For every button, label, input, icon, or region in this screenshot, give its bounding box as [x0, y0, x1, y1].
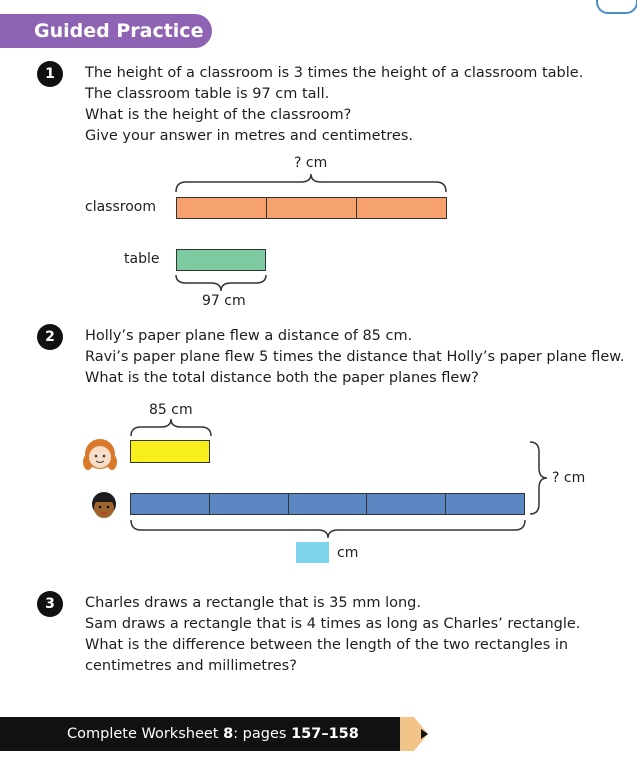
bar-segment	[131, 441, 209, 462]
question-line: The height of a classroom is 3 times the height of a classroom table.	[85, 65, 584, 81]
table-height-label: 97 cm	[202, 293, 246, 309]
question-line: Sam draws a rectangle that is 4 times as long as Charles’ rectangle.	[85, 616, 581, 632]
bar-segment	[131, 494, 210, 514]
bar-segment	[177, 250, 265, 270]
question-number-2: 2	[37, 324, 63, 350]
ravi-bar	[130, 493, 525, 515]
question-line: Charles draws a rectangle that is 35 mm long.	[85, 595, 421, 611]
footer-middle: : pages	[233, 726, 292, 742]
section-title: Guided Practice	[34, 20, 204, 42]
worksheet-footer[interactable]	[0, 717, 402, 751]
total-brace	[528, 440, 550, 516]
question-number-1: 1	[37, 61, 63, 87]
question-1-text	[85, 63, 583, 147]
bar-segment	[210, 494, 289, 514]
footer-prefix: Complete Worksheet	[67, 726, 224, 742]
holly-avatar	[80, 434, 120, 474]
bar-segment	[367, 494, 446, 514]
classroom-label: classroom	[85, 199, 156, 215]
holly-bar	[130, 440, 210, 463]
question-line: Give your answer in metres and centimetres.	[85, 128, 413, 144]
question-line: What is the total distance both the paper planes flew?	[85, 370, 479, 386]
ravi-brace	[125, 518, 531, 542]
bar-segment	[357, 198, 446, 218]
expand-icon[interactable]	[596, 0, 637, 14]
question-line: What is the height of the classroom?	[85, 107, 352, 123]
table-bar	[176, 249, 266, 271]
classroom-total-label: ? cm	[294, 155, 328, 171]
section-banner	[0, 14, 212, 48]
answer-box[interactable]	[296, 542, 329, 563]
question-2-text	[85, 326, 624, 389]
question-line: The classroom table is 97 cm tall.	[85, 86, 330, 102]
question-line: centimetres and millimetres?	[85, 658, 297, 674]
footer-pages: 157–158	[291, 726, 359, 742]
table-label: table	[124, 251, 160, 267]
footer-worksheet-number: 8	[223, 726, 234, 742]
holly-distance-label: 85 cm	[149, 402, 193, 418]
total-distance-label: ? cm	[552, 470, 586, 486]
question-line: Holly’s paper plane flew a distance of 85 cm.	[85, 328, 413, 344]
question-3-text	[85, 593, 580, 677]
question-line: Ravi’s paper plane flew 5 times the distance that Holly’s paper plane flew.	[85, 349, 625, 365]
ravi-avatar	[86, 488, 122, 524]
bar-segment	[177, 198, 267, 218]
holly-brace	[125, 416, 217, 438]
bottom-brace	[170, 273, 272, 295]
question-number-3: 3	[37, 591, 63, 617]
bar-segment	[446, 494, 524, 514]
top-brace	[170, 170, 452, 196]
answer-unit: cm	[337, 545, 359, 561]
bar-segment	[289, 494, 368, 514]
bar-segment	[267, 198, 357, 218]
classroom-bar	[176, 197, 447, 219]
question-line: What is the difference between the length of the two rectangles in	[85, 637, 569, 653]
pencil-tip-icon	[400, 717, 430, 751]
